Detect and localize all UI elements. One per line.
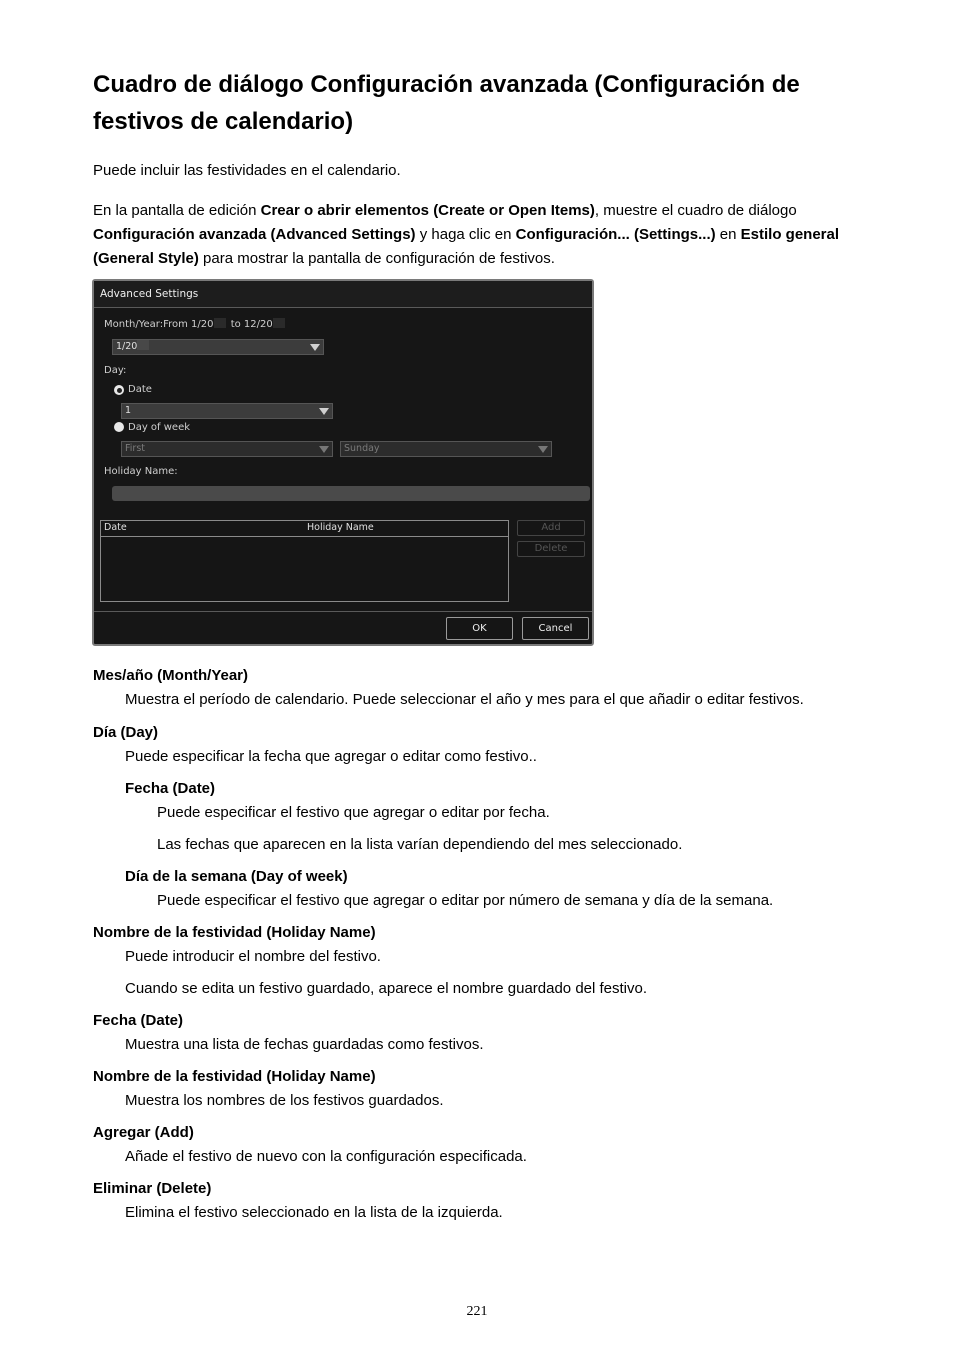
chevron-down-icon: [538, 446, 548, 453]
month-year-label: [104, 318, 287, 330]
instr-bold-3: Configuración... (Settings...): [515, 226, 716, 243]
column-header-holiday-name[interactable]: Holiday Name: [307, 522, 374, 533]
holiday-list[interactable]: [100, 520, 509, 602]
intro-paragraph: Puede incluir las festividades en el calendario.: [93, 162, 401, 179]
delete-button[interactable]: Delete: [517, 541, 585, 557]
add-button[interactable]: Add: [517, 520, 585, 536]
dialog-title: Advanced Settings: [100, 288, 199, 300]
instr-text-1: En la pantalla de edición: [93, 202, 261, 219]
month-year-combo[interactable]: [112, 339, 324, 355]
term-day: Día (Day): [93, 724, 159, 741]
blurred-year: [273, 318, 285, 328]
month-year-combo-value: 1/20: [116, 341, 138, 352]
blurred-year: [137, 340, 149, 350]
dialog-titlebar: [94, 281, 592, 308]
chevron-down-icon: [319, 408, 329, 415]
advanced-settings-dialog: [92, 279, 594, 646]
term-day-of-week: Día de la semana (Day of week): [125, 868, 348, 885]
month-year-label-to: to 12/20: [230, 319, 273, 330]
desc-date-2: Las fechas que aparecen en la lista varían dependiendo del mes seleccionado.: [157, 836, 683, 853]
instr-text-4: en: [715, 226, 741, 243]
radio-day-of-week[interactable]: [114, 422, 124, 432]
cancel-button[interactable]: Cancel: [522, 617, 589, 640]
instr-bold-2: Configuración avanzada (Advanced Settings): [93, 226, 416, 243]
desc-day-of-week: Puede especificar el festivo que agregar o editar por número de semana y día de la semana.: [157, 892, 774, 909]
chevron-down-icon: [319, 446, 329, 453]
radio-date[interactable]: [114, 385, 124, 395]
weekday-combo-value: Sunday: [344, 443, 380, 454]
instructions-paragraph: [93, 199, 863, 271]
month-year-label-from: Month/Year:From 1/20: [104, 319, 214, 330]
blurred-year: [214, 318, 226, 328]
instr-bold-1: Crear o abrir elementos (Create or Open Items): [260, 202, 595, 219]
desc-holiday-name-input-2: Cuando se edita un festivo guardado, aparece el nombre guardado del festivo.: [125, 980, 648, 997]
dialog-body: [94, 308, 592, 612]
date-combo-value: 1: [125, 405, 132, 416]
instr-text-2: , muestre el cuadro de diálogo: [594, 202, 797, 219]
desc-date-1: Puede especificar el festivo que agregar o editar por fecha.: [157, 804, 550, 821]
day-label: Day:: [104, 365, 127, 376]
holiday-name-input[interactable]: [112, 486, 590, 501]
desc-add: Añade el festivo de nuevo con la configuración especificada.: [125, 1148, 527, 1165]
term-date-column: Fecha (Date): [93, 1012, 184, 1029]
holiday-list-header: [101, 521, 508, 537]
week-number-combo[interactable]: [121, 441, 333, 457]
desc-day: Puede especificar la fecha que agregar o editar como festivo..: [125, 748, 537, 765]
desc-delete: Elimina el festivo seleccionado en la lista de la izquierda.: [125, 1204, 503, 1221]
term-add: Agregar (Add): [93, 1124, 194, 1141]
radio-date-label: Date: [128, 384, 152, 395]
desc-date-column: Muestra una lista de fechas guardadas como festivos.: [125, 1036, 484, 1053]
instr-text-5: para mostrar la pantalla de configuración de festivos.: [198, 250, 555, 267]
column-header-date[interactable]: Date: [104, 522, 127, 533]
ok-button[interactable]: OK: [446, 617, 513, 640]
date-combo[interactable]: [121, 403, 333, 419]
term-holiday-name-column: Nombre de la festividad (Holiday Name): [93, 1068, 376, 1085]
holiday-name-label: Holiday Name:: [104, 466, 178, 477]
week-number-combo-value: First: [125, 443, 145, 454]
term-month-year: Mes/año (Month/Year): [93, 667, 249, 684]
desc-holiday-name-input-1: Puede introducir el nombre del festivo.: [125, 948, 381, 965]
term-date: Fecha (Date): [125, 780, 216, 797]
page-number: 221: [466, 1304, 488, 1319]
term-holiday-name-input: Nombre de la festividad (Holiday Name): [93, 924, 376, 941]
weekday-combo[interactable]: [340, 441, 552, 457]
instr-bold-4: Estilo general (General Style): [93, 226, 840, 267]
page-title: Cuadro de diálogo Configuración avanzada (Configuración de festivos de calendario): [93, 71, 800, 135]
desc-holiday-name-column: Muestra los nombres de los festivos guardados.: [125, 1092, 444, 1109]
radio-day-of-week-label: Day of week: [128, 422, 191, 433]
term-delete: Eliminar (Delete): [93, 1180, 212, 1197]
chevron-down-icon: [310, 344, 320, 351]
instr-text-3: y haga clic en: [415, 226, 516, 243]
desc-month-year: Muestra el período de calendario. Puede seleccionar el año y mes para el que añadir o editar festivos.: [125, 691, 804, 708]
